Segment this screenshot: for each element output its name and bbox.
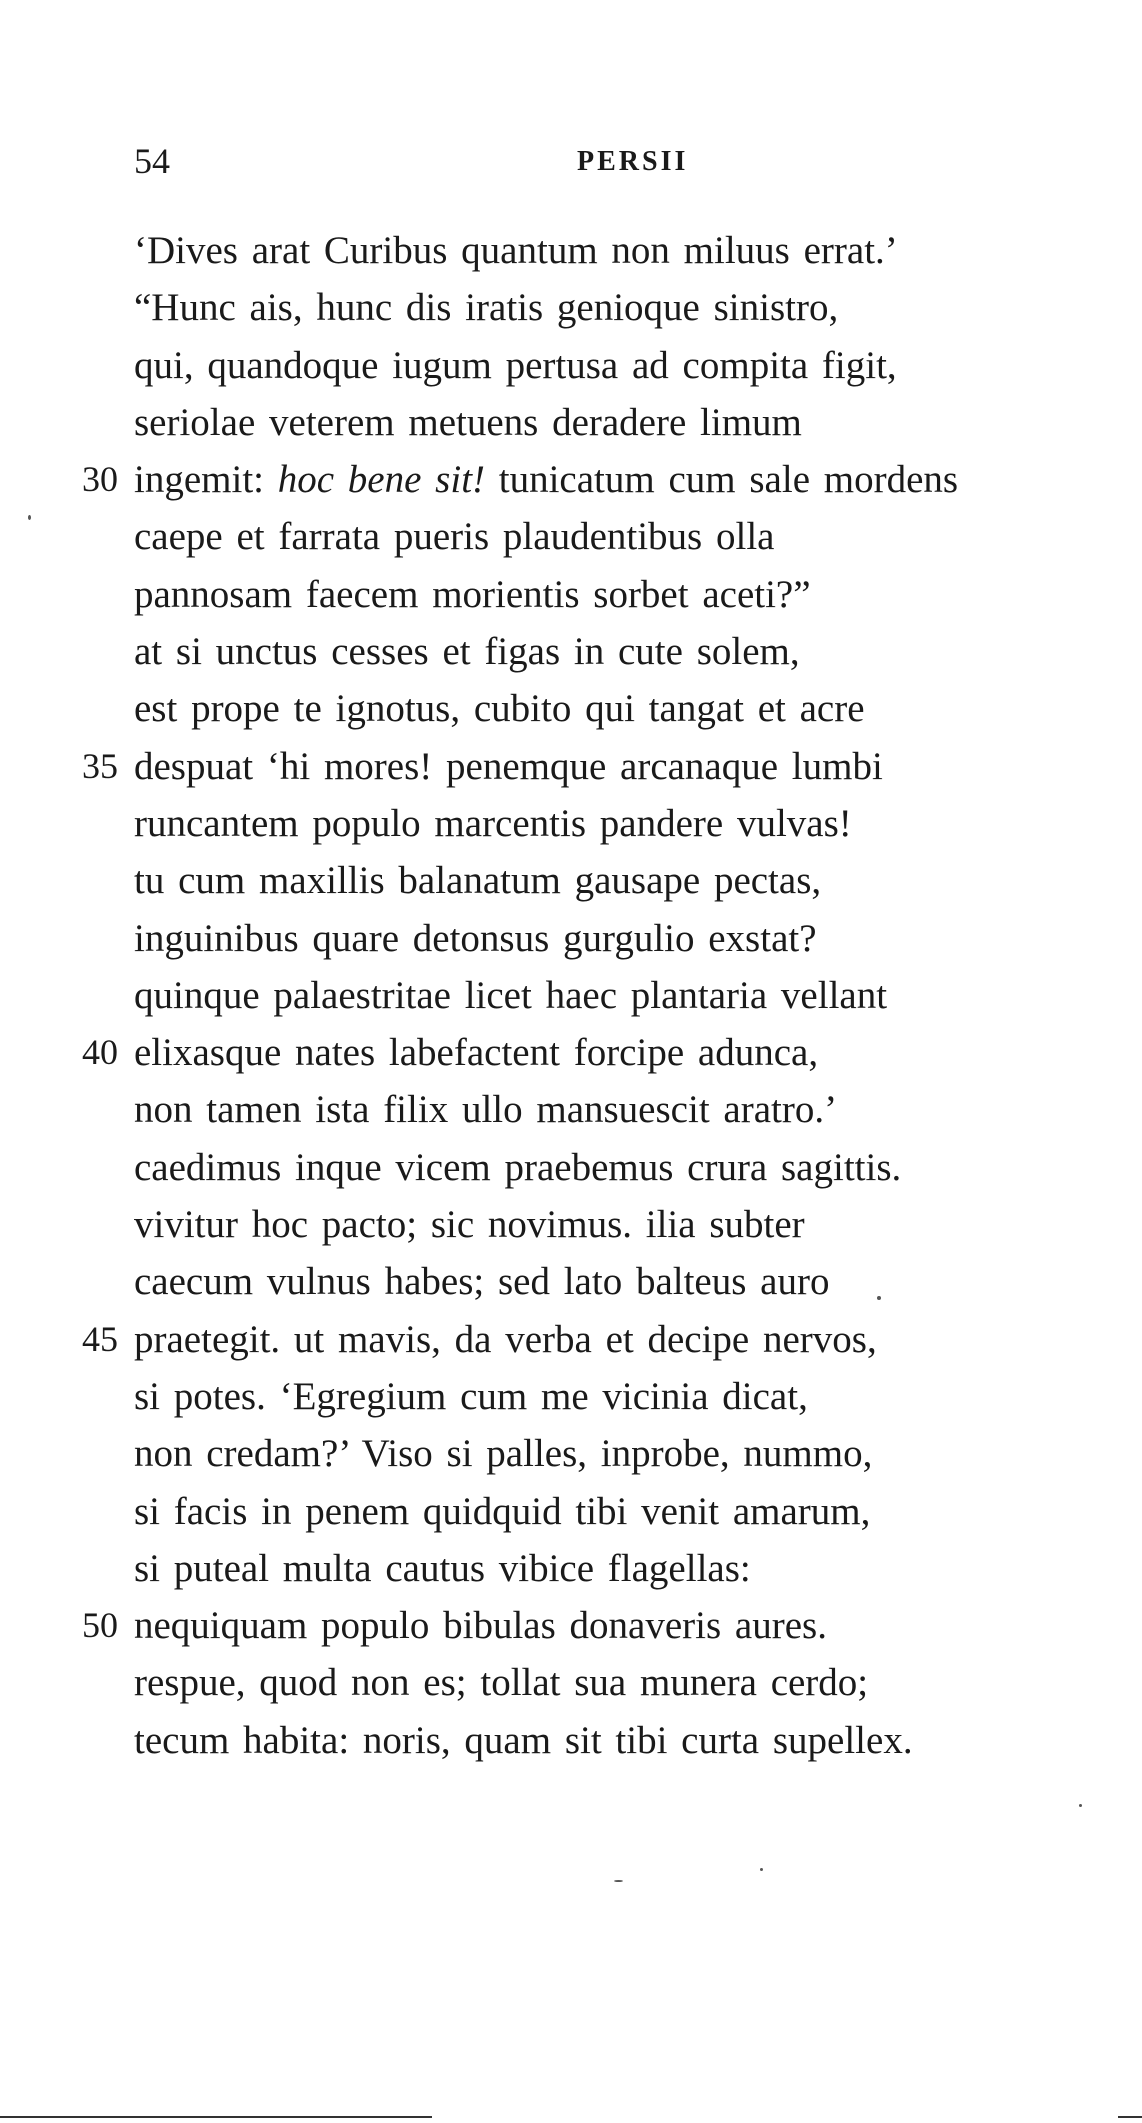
line-text [134,222,898,279]
line-text [134,451,958,508]
scan-speck [28,515,31,520]
line-text [134,1540,751,1597]
line-text [134,1024,818,1081]
line-text-roman: caedimus inque vicem praebemus crura sagittis. [134,1145,902,1189]
line-text-roman: si facis in penem quidquid tibi venit amarum, [134,1489,871,1533]
verse-line [0,738,1142,795]
line-text-roman: non tamen ista filix ullo mansuescit aratro.’ [134,1088,838,1132]
line-text-roman: est prope te ignotus, cubito qui tangat et acre [134,687,865,731]
line-text [134,279,838,336]
line-text-roman: si potes. ‘Egregium cum me vicinia dicat, [134,1374,808,1418]
line-text [134,337,897,394]
line-text [134,967,887,1024]
line-text-roman: respue, quod non es; tollat sua munera cerdo; [134,1661,869,1705]
line-text [134,566,811,623]
verse-line [0,1425,1142,1482]
scan-speck [877,1296,881,1300]
line-text-roman: quinque palaestritae licet haec plantaria vellant [134,973,888,1017]
line-text-roman: runcantem populo marcentis pandere vulvas! [134,801,852,845]
line-text [134,1597,827,1654]
page-number: 54 [134,141,170,181]
line-number: 35 [82,745,118,786]
line-text-roman: ‘Dives arat Curibus quantum non miluus errat.’ [134,229,898,272]
line-text-roman: elixasque nates labefactent forcipe adunca, [134,1031,819,1075]
line-text-roman: caecum vulnus habes; sed lato balteus auro [134,1260,830,1304]
line-number: 40 [82,1032,118,1073]
verse-line [0,1368,1142,1425]
line-text-roman: tunicatum cum sale mordens [485,458,959,502]
line-text [134,738,883,795]
line-text [134,910,817,967]
scan-speck [1079,1804,1082,1807]
line-text [134,1712,913,1769]
verse-line [0,1139,1142,1196]
line-text-roman: ingemit: [134,458,278,502]
line-number: 45 [82,1318,118,1359]
verse-line [0,680,1142,737]
verse-line [0,566,1142,623]
scan-speck [614,1880,623,1882]
verse-line [0,852,1142,909]
line-text-roman: caepe et farrata pueris plaudentibus olla [134,515,775,559]
line-text-italic: hoc bene sit! [277,458,486,502]
line-text [134,1139,901,1196]
line-text-roman: si puteal multa cautus vibice flagellas: [134,1546,751,1590]
verse-line [0,451,1142,508]
line-text-roman: pannosam faecem morientis sorbet aceti?” [134,572,811,616]
verse-line [0,1540,1142,1597]
line-text-roman: tu cum maxillis balanatum gausape pectas, [134,859,822,903]
line-number: 30 [82,459,118,500]
line-text-roman: “Hunc ais, hunc dis iratis genioque sinistro, [134,286,839,330]
verse-line [0,795,1142,852]
line-text [134,1654,868,1711]
line-text-roman: vivitur hoc pacto; sic novimus. ilia subter [134,1203,805,1247]
running-head [0,140,1142,190]
line-text-roman: at si unctus cesses et figas in cute solem, [134,630,800,674]
scan-speck [760,1868,763,1871]
line-text-roman: seriolae veterem metuens deradere limum [134,400,802,444]
line-number: 50 [82,1605,118,1646]
line-text-roman: despuat ‘hi mores! penemque arcanaque lumbi [134,744,883,788]
verse-line [0,222,1142,279]
line-text-roman: nequiquam populo bibulas donaveris aures. [134,1604,827,1648]
bottom-rule-left [0,2116,432,2118]
line-text [134,623,800,680]
verse-line [0,1311,1142,1368]
line-text-roman: tecum habita: noris, quam sit tibi curta supellex. [134,1718,913,1762]
verse-line [0,394,1142,451]
verse-line [0,1081,1142,1138]
line-text [134,1311,877,1368]
line-text [134,1368,808,1425]
verse-line [0,910,1142,967]
verse-line [0,1597,1142,1654]
line-text [134,1081,837,1138]
running-title: PERSII [577,146,689,177]
line-text-roman: inguinibus quare detonsus gurgulio exstat? [134,916,817,960]
verse-line [0,623,1142,680]
line-text-roman: praetegit. ut mavis, da verba et decipe nervos, [134,1317,877,1361]
verse-line [0,1253,1142,1310]
verse-line [0,1483,1142,1540]
line-text [134,852,821,909]
verse-line [0,337,1142,394]
verse-line [0,1654,1142,1711]
line-text [134,795,852,852]
bottom-rule-right [1118,2116,1142,2118]
line-text-roman: qui, quandoque iugum pertusa ad compita figit, [134,343,897,387]
line-text [134,394,802,451]
verse-line [0,279,1142,336]
line-text-roman: non credam?’ Viso si palles, inprobe, nummo, [134,1432,873,1476]
verse-line [0,508,1142,565]
verse-line [0,1024,1142,1081]
line-text [134,1253,829,1310]
line-text [134,1425,872,1482]
line-text [134,680,865,737]
verse-line [0,1196,1142,1253]
verse-line [0,1712,1142,1769]
line-text [134,1196,805,1253]
verse-line [0,967,1142,1024]
line-text [134,1483,870,1540]
line-text [134,508,774,565]
verse-text [0,222,1142,1769]
